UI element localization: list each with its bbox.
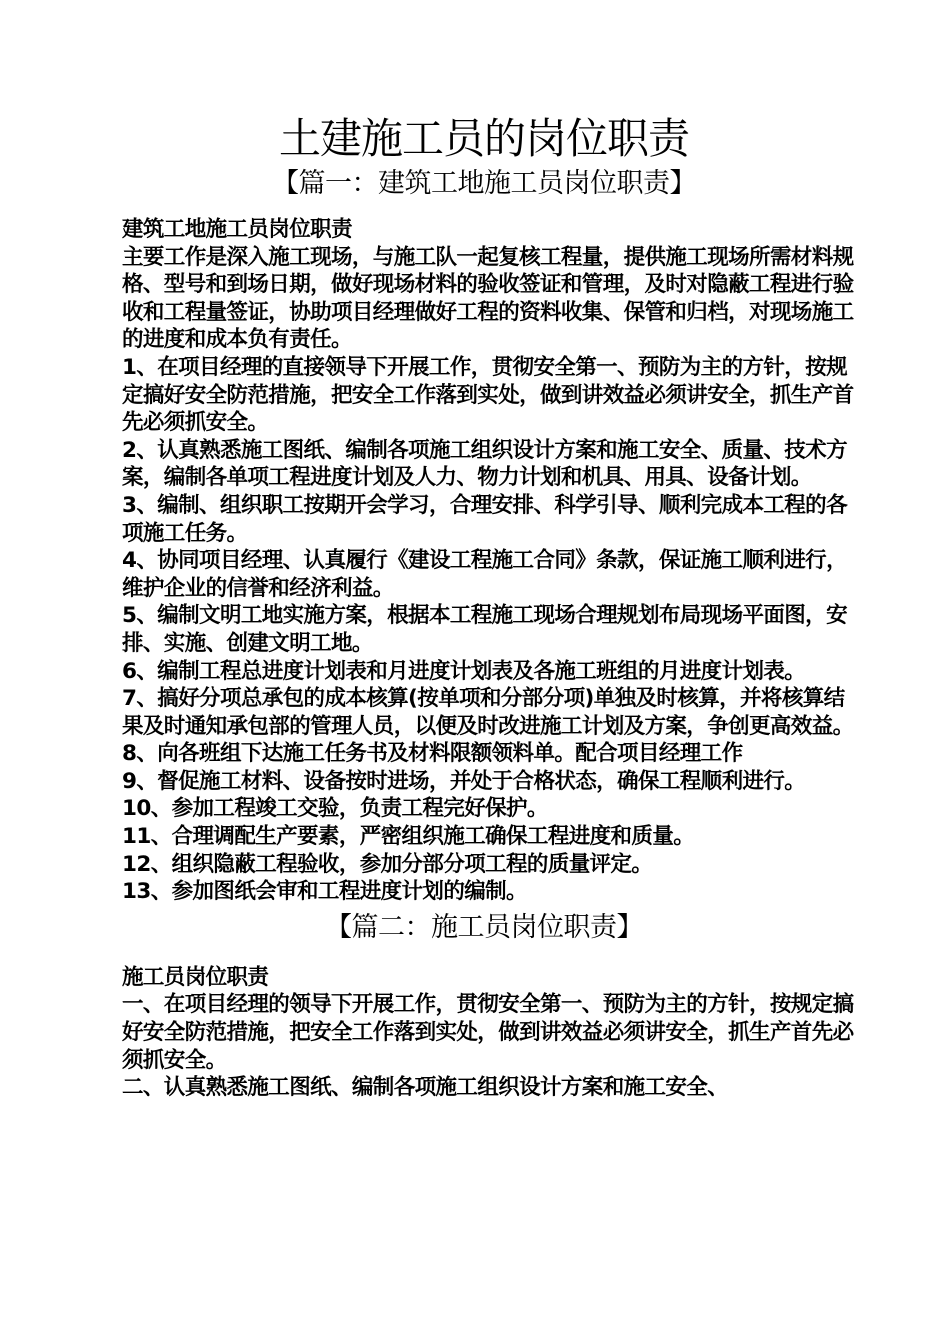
- duty-item-s2-1: 一、在项目经理的领导下开展工作，贯彻安全第一、预防为主的方针，按规定搞好安全防范措施，把安全工作落到实处，做到讲效益必须讲安全，抓生产首先必须抓安全。: [122, 992, 854, 1073]
- section-heading-1: 【篇一：建筑工地施工员岗位职责】: [272, 168, 696, 199]
- duty-item-12: 12、组织隐蔽工程验收，参加分部分项工程的质量评定。: [122, 851, 653, 877]
- duty-item-2: 2、认真熟悉施工图纸、编制各项施工组织设计方案和施工安全、质量、技术方案，编制各单项工程进度计划及人力、物力计划和机具、用具、设备计划。: [122, 437, 847, 491]
- duty-item-8: 8、向各班组下达施工任务书及材料限额领料单。配合项目经理工作: [122, 741, 743, 767]
- document-title: 土建施工员的岗位职责: [278, 114, 689, 163]
- document-page: [114, 112, 854, 1102]
- duty-item-11: 11、合理调配生产要素，严密组织施工确保工程进度和质量。: [122, 824, 695, 850]
- section-heading-2: 【篇二：施工员岗位职责】: [325, 911, 643, 943]
- duty-item-4: 4、协同项目经理、认真履行《建设工程施工合同》条款，保证施工顺利进行，维护企业的信誉和经济利益。: [122, 548, 847, 601]
- duty-item-1: 1、在项目经理的直接领导下开展工作，贯彻安全第一、预防为主的方针，按规定搞好安全防范措施，把安全工作落到实处，做到讲效益必须讲安全，抓生产首先必须抓安全。: [122, 354, 854, 436]
- duty-item-s2-2: 二、认真熟悉施工图纸、编制各项施工组织设计方案和施工安全、: [122, 1075, 729, 1101]
- duty-item-7: 7、搞好分项总承包的成本核算(按单项和分部分项)单独及时核算，并将核算结果及时通知承包部的管理人员，以便及时改进施工计划及方案，争创更高效益。: [122, 686, 854, 739]
- duty-item-3: 3、编制、组织职工按期开会学习，合理安排、科学引导、顺利完成本工程的各项施工任务。: [122, 492, 847, 546]
- duty-item-10: 10、参加工程竣工交验，负责工程完好保护。: [122, 796, 548, 822]
- duty-item-6: 6、编制工程总进度计划表和月进度计划表及各施工班组的月进度计划表。: [122, 658, 806, 684]
- duty-item-5: 5、编制文明工地实施方案，根据本工程施工现场合理规划布局现场平面图，安排、实施、创建文明工地。: [122, 603, 847, 656]
- section-subtitle-2: 施工员岗位职责: [122, 964, 269, 990]
- section-subtitle-1: 建筑工地施工员岗位职责: [122, 217, 352, 242]
- duty-item-13: 13、参加图纸会审和工程进度计划的编制。: [122, 879, 527, 905]
- intro-paragraph: 主要工作是深入施工现场，与施工队一起复核工程量，提供施工现场所需材料规格、型号和到场日期，做好现场材料的验收签证和管理，及时对隐蔽工程进行验收和工程量签证，协助项目经理做好工程的资料收集、保管和归档，对现场施工的进度和成本负有责任。: [122, 244, 854, 353]
- duty-item-9: 9、督促施工材料、设备按时进场，并处于合格状态，确保工程顺利进行。: [122, 768, 806, 794]
